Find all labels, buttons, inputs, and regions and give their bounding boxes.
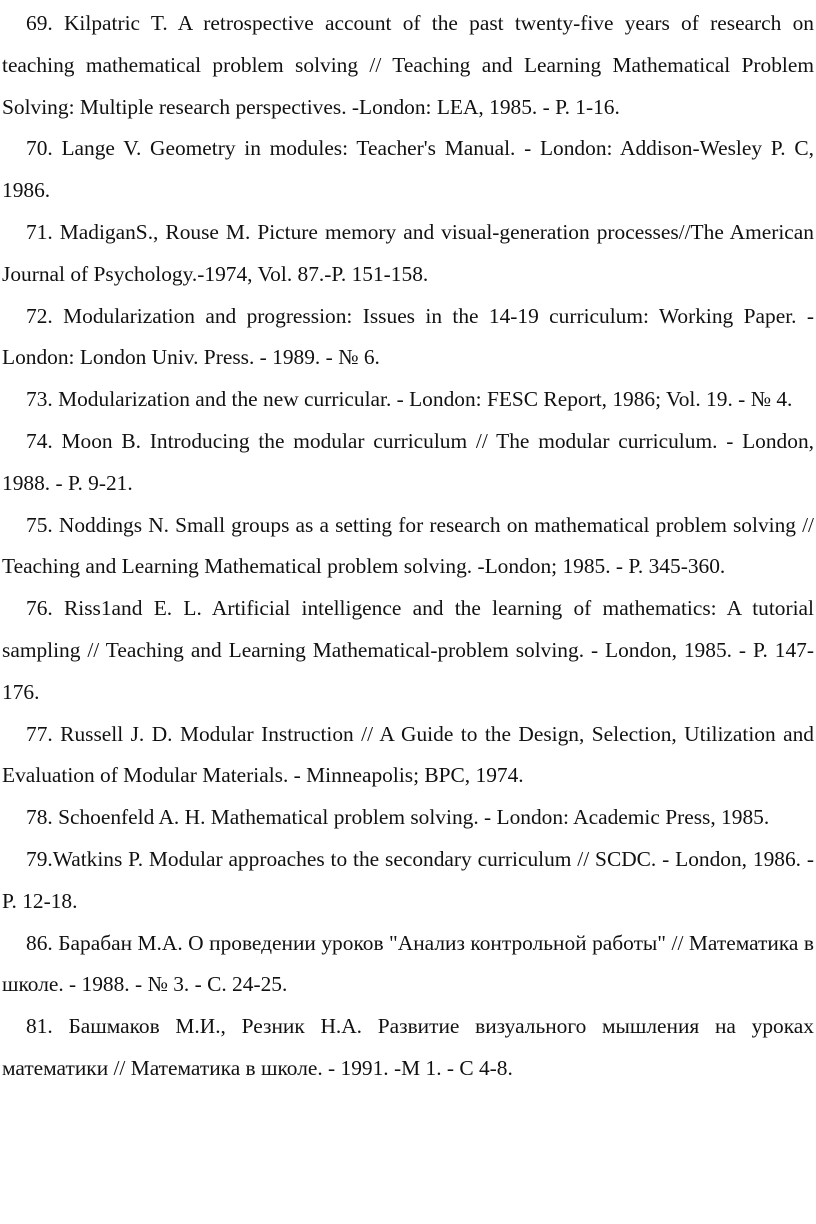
reference-item-77: 77. Russell J. D. Modular Instruction // A Guide to the Design, Selection, Utilization and Evaluation of Modular Materials. - Minneapolis; BPC, 1974. xyxy=(2,721,814,788)
reference-item-76: 76. Riss1and E. L. Artificial intelligence and the learning of mathematics: A tutorial sampling // Teaching and Learning Mathematical-problem solving. - London, 1985. - P. 147-176. xyxy=(2,596,814,704)
reference-item-70: 70. Lange V. Geometry in modules: Teacher's Manual. - London: Addison-Wesley P. C, 1986. xyxy=(2,136,814,203)
reference-item-74: 74. Moon B. Introducing the modular curriculum // The modular curriculum. - London, 1988. - P. 9-21. xyxy=(2,428,814,495)
reference-item-81: 81. Башмаков М.И., Резник Н.А. Развитие визуального мышления на уроках математики // Математика в школе. - 1991. -М 1. - С 4-8. xyxy=(2,1014,814,1080)
reference-item-69: 69. Kilpatric T. A retrospective account of the past twenty-five years of research on teaching mathematical problem solving // Teaching and Learning Mathematical Problem Solving: Multiple research perspectives. -London: LEA, 1985. - P. 1-16. xyxy=(2,11,814,119)
reference-item-71: 71. MadiganS., Rouse M. Picture memory and visual-generation processes//The American Journal of Psychology.-1974, Vol. 87.-P. 151-158. xyxy=(2,219,814,286)
reference-item-73: 73. Modularization and the new curricular. - London: FESC Report, 1986; Vol. 19. - № 4. xyxy=(26,387,793,412)
reference-item-75: 75. Noddings N. Small groups as a setting for research on mathematical problem solving // Teaching and Learning Mathematical problem solving. -London; 1985. - P. 345-360. xyxy=(2,512,814,579)
reference-item-86: 86. Барабан М.А. О проведении уроков "Анализ контрольной работы" // Математика в школе. - 1988. - № 3. - С. 24-25. xyxy=(2,930,814,997)
reference-item-79: 79.Watkins P. Modular approaches to the secondary curriculum // SCDC. - London, 1986. - P. 12-18. xyxy=(2,846,814,913)
reference-item-78: 78. Schoenfeld A. H. Mathematical problem solving. - London: Academic Press, 1985. xyxy=(26,805,770,830)
reference-item-72: 72. Modularization and progression: Issues in the 14-19 curriculum: Working Paper. - London: London Univ. Press. - 1989. - № 6. xyxy=(2,303,814,370)
reference-list xyxy=(2,0,814,1090)
